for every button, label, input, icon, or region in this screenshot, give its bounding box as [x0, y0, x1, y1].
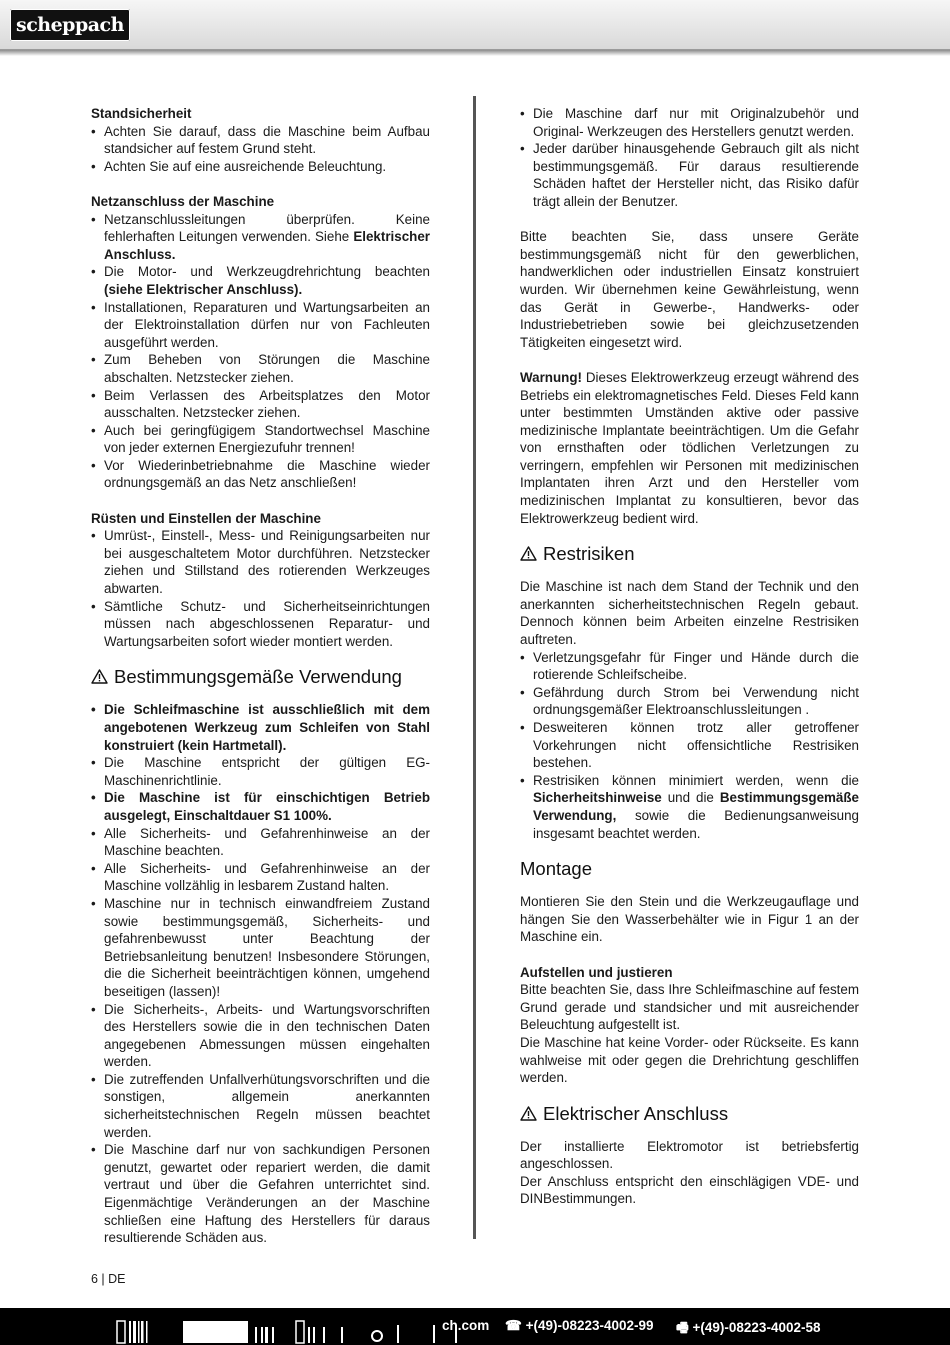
list-item: • Die zutreffenden Unfallverhütungsvorschriften und die sonstigen, allgemein anerkannten sicherheitstechnischen Regeln müssen beachtet werden. [91, 1071, 430, 1141]
netzanschluss-list [91, 211, 430, 493]
montage-heading: Montage [520, 858, 592, 880]
bitte-paragraph: Bitte beachten Sie, dass unsere Geräte bestimmungsgemäß nicht für den gewerblichen, handwerklichen oder industriellen Einsatz konstruiert wurden. Wir übernehmen keine Gewährleistung, wenn das Gerät in Gewerbe-, Handwerks- oder Industriebetrieben sowie bei gleichzusetzenden Tätigkeiten eingesetzt wird. [520, 229, 859, 350]
list-item: • Installationen, Reparaturen und Wartungsarbeiten an der Elektroinstallation dürfen nur von Fachleuten ausgeführt werden. [91, 299, 430, 352]
list-item: • Die Schleifmaschine ist ausschließlich mit dem angebotenen Werkzeug zum Schleifen von Stahl konstruiert (kein Hartmetall). [91, 701, 430, 754]
list-item: • Zum Beheben von Störungen die Maschine abschalten. Netzstecker ziehen. [91, 351, 430, 386]
warnung-label: Warnung! [520, 369, 582, 385]
ruesten-heading: Rüsten und Einstellen der Maschine [91, 510, 321, 526]
aufstellen-paragraph-2: Die Maschine hat keine Vorder- oder Rückseite. Es kann wahlweise mit oder gegen die Drehrichtung geschliffen werden. [520, 1034, 859, 1086]
bestimmung-continued-list [520, 105, 859, 211]
scheppach-logo: scheppach [10, 9, 130, 41]
list-item: • Restrisiken können minimiert werden, wenn die Sicherheitshinweise und die Bestimmungsgemäße Verwendung, sowie die Bedienungsanweisung insgesamt beachtet werden. [520, 772, 859, 842]
list-item: • Achten Sie darauf, dass die Maschine beim Aufbau standsicher auf festem Grund steht. [91, 123, 430, 158]
montage-paragraph: Montieren Sie den Stein und die Werkzeugauflage und hängen Sie den Wasserbehälter wie in Figur 1 an der Maschine ein. [520, 894, 859, 945]
elektrisch-heading: Elektrischer Anschluss [520, 1103, 859, 1125]
list-item: • Umrüst-, Einstell-, Mess- und Reinigungsarbeiten nur bei ausgeschaltetem Motor durchführen. Netzstecker ziehen und Stillstand des rotierenden Werkzeuges abwarten. [91, 527, 430, 597]
header-shadow [0, 50, 950, 56]
aufstellen-paragraph-1: Bitte beachten Sie, dass Ihre Schleifmaschine auf festem Grund gerade und standsicher und mit ausreichender Beleuchtung aufgestellt ist. [520, 982, 859, 1033]
footer-phone: ☎ +(49)-08223-4002-99 [505, 1318, 654, 1333]
list-item: • Die Maschine entspricht der gültigen EG-Maschinenrichtlinie. [91, 754, 430, 789]
warning-triangle-icon [520, 546, 537, 561]
elektrisch-paragraph-1: Der installierte Elektromotor ist betriebsfertig angeschlossen. [520, 1138, 859, 1172]
fax-icon: 🖷 [676, 1320, 689, 1335]
page-footer [0, 1308, 950, 1345]
standsicherheit-heading: Standsicherheit [91, 106, 192, 121]
restrisiken-intro: Die Maschine ist nach dem Stand der Technik und den anerkannten sicherheitstechnischen Regeln gebaut. Dennoch können beim Arbeiten einzelne Restrisiken auftreten. [520, 579, 859, 648]
page-number: 6 | DE [91, 1272, 126, 1286]
list-item: • Die Maschine ist für einschichtigen Betrieb ausgelegt, Einschaltdauer S1 100%. [91, 789, 430, 824]
list-item: • Alle Sicherheits- und Gefahrenhinweise an der Maschine vollzählig in lesbarem Zustand halten. [91, 860, 430, 895]
list-item: • Beim Verlassen des Arbeitsplatzes den Motor ausschalten. Netzstecker ziehen. [91, 387, 430, 422]
list-item: • Desweiteren können trotz aller getroffener Vorkehrungen nicht offensichtliche Restrisiken bestehen. [520, 719, 859, 772]
list-item: • Alle Sicherheits- und Gefahrenhinweise an der Maschine beachten. [91, 825, 430, 860]
list-item: • Vor Wiederinbetriebnahme die Maschine wieder ordnungsgemäß an das Netz anschließen! [91, 457, 430, 492]
list-item: • Die Maschine darf nur von sachkundigen Personen genutzt, gewartet oder repariert werden, die damit vertraut und über die Gefahren unterrichtet sind. Eigenmächtige Veränderungen an der Maschine schließen eine Haftung des Herstellers für daraus resultierende Schäden aus. [91, 1141, 430, 1247]
ruesten-list [91, 527, 430, 650]
list-item: • Sämtliche Schutz- und Sicherheitseinrichtungen müssen nach abgeschlossenen Reparatur- und Wartungsarbeiten sofort wieder montiert werden. [91, 598, 430, 651]
netzanschluss-heading: Netzanschluss der Maschine [91, 193, 275, 209]
restrisiken-list [520, 649, 859, 843]
barcode-graphic [115, 1319, 470, 1344]
list-item: • Maschine nur in technisch einwandfreiem Zustand sowie bestimmungsgemäß, Sicherheits- und gefahrenbewusst unter Beachtung der Betriebsanleitung benutzen! Insbesondere Störungen, die die Sicherheit beeinträchtigen können, umgehend beseitigen (lassen)! [91, 895, 430, 1001]
warning-triangle-icon [91, 669, 108, 684]
footer-fax: 🖷 +(49)-08223-4002-58 [676, 1320, 821, 1335]
warnung-paragraph: Warnung! Dieses Elektrowerkzeug erzeugt während des Betriebs ein elektromagnetisches Feld. Dieses Feld kann unter bestimmten Umständen aktive oder passive medizinische Implantate beeinträchtigen. Um die Gefahr von ernsthaften oder tödlichen Verletzungen zu verringern, empfehlen wir Personen mit medizinischen Implantaten ihren Arzt und den Hersteller vom medizinischen Implantat zu konsultieren, bevor das Elektrowerkzeug bedient wird. [520, 369, 859, 526]
warning-triangle-icon [520, 1106, 537, 1121]
standsicherheit-list [91, 123, 430, 176]
list-item: • Auch bei geringfügigem Standortwechsel Maschine von jeder externen Energiezufuhr trennen! [91, 422, 430, 457]
bestimmung-heading: Bestimmungsgemäße Verwendung [91, 666, 430, 688]
list-item: • Gefährdung durch Strom bei Verwendung nicht ordnungsgemäßer Elektroanschlussleitungen . [520, 684, 859, 719]
list-item: • Die Maschine darf nur mit Originalzubehör und Original- Werkzeugen des Herstellers genutzt werden. [520, 105, 859, 140]
phone-icon: ☎ [505, 1318, 522, 1333]
left-column [91, 105, 430, 1247]
list-item: • Jeder darüber hinausgehende Gebrauch gilt als nicht bestimmungsgemäß. Für daraus resultierende Schäden haftet der Hersteller nicht, das Risiko dafür trägt allein der Benutzer. [520, 140, 859, 210]
bestimmung-list [91, 701, 430, 1246]
list-item: • Die Motor- und Werkzeugdrehrichtung beachten (siehe Elektrischer Anschluss). [91, 263, 430, 298]
list-item: • Verletzungsgefahr für Finger und Hände durch die rotierende Schleifscheibe. [520, 649, 859, 684]
list-item: • Achten Sie auf eine ausreichende Beleuchtung. [91, 158, 430, 176]
list-item: • Netzanschlussleitungen überprüfen. Keine fehlerhaften Leitungen verwenden. Siehe Elektrischer Anschluss. [91, 211, 430, 264]
footer-website: ch.com [442, 1318, 490, 1333]
right-column [520, 105, 859, 1208]
page-header [0, 0, 950, 50]
restrisiken-heading: Restrisiken [520, 543, 859, 565]
aufstellen-heading: Aufstellen und justieren [520, 964, 673, 980]
list-item: • Die Sicherheits-, Arbeits- und Wartungsvorschriften des Herstellers sowie die in den technischen Daten angegebenen Abmessungen müssen eingehalten werden. [91, 1001, 430, 1071]
column-divider [473, 96, 476, 1239]
elektrisch-paragraph-2: Der Anschluss entspricht den einschlägigen VDE- und DINBestimmungen. [520, 1173, 859, 1207]
